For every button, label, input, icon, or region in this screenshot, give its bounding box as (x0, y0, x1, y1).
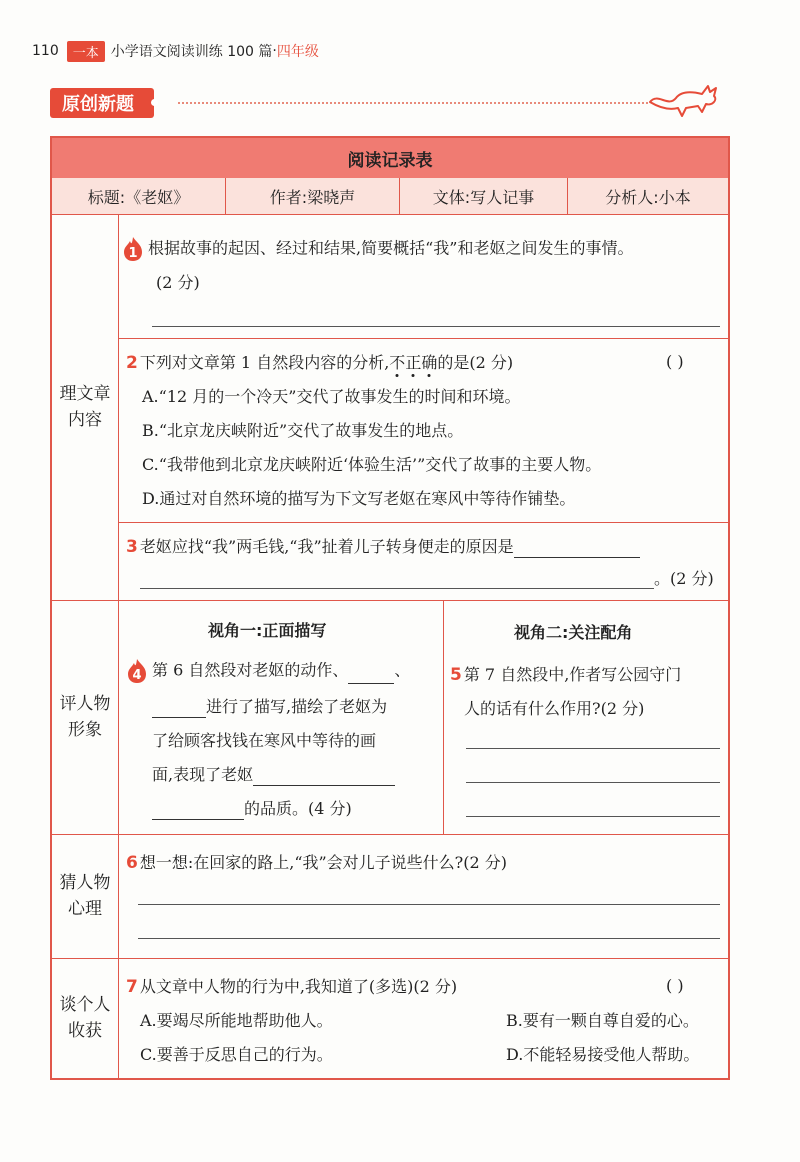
option-d[interactable]: D.不能轻易接受他人帮助。 (506, 1045, 700, 1064)
answer-line[interactable] (466, 748, 720, 749)
running-cat-icon (646, 78, 722, 118)
question-4-line-5 (152, 798, 352, 820)
answer-bracket[interactable]: ( ) (666, 976, 684, 995)
question-text: 第 7 自然段中,作者写公园守门 (463, 665, 682, 684)
meta-author: 作者:梁晓声 (226, 178, 400, 214)
option-c[interactable]: C.“我带他到北京龙庆峡附近‘体验生活’”交代了故事的主要人物。 (142, 455, 602, 474)
answer-line[interactable] (466, 782, 720, 783)
option-a[interactable]: A.“12 月的一个冷天”交代了故事发生的时间和环境。 (142, 387, 521, 406)
question-text: 的品质。(4 分) (244, 799, 352, 818)
question-text: 想一想:在回家的路上,“我”会对儿子说些什么?(2 分) (139, 853, 508, 872)
meta-genre: 文体:写人记事 (400, 178, 568, 214)
emphasis-char: 正 (405, 353, 422, 372)
question-text: 面,表现了老妪 (152, 765, 254, 784)
label-column-divider (118, 214, 119, 1078)
question-number: 5 (450, 665, 462, 685)
banner-label: 原创新题 (62, 94, 134, 115)
meta-analyst: 分析人:小本 (605, 187, 691, 207)
question-5 (450, 664, 681, 686)
question-1 (122, 236, 633, 262)
answer-line[interactable] (138, 938, 720, 939)
answer-blank[interactable] (253, 767, 395, 786)
section-label-psychology (52, 834, 118, 958)
dotted-divider (178, 102, 648, 104)
question-4 (126, 658, 410, 684)
option-b[interactable]: B.“北京龙庆峡附近”交代了故事发生的地点。 (142, 421, 464, 440)
question-6 (126, 852, 507, 874)
section-label-content (52, 214, 118, 600)
emphasis-char: 确 (421, 353, 438, 372)
question-1-score: (2 分) (156, 273, 200, 292)
section-label-line: 谈个人 (59, 995, 111, 1015)
table-title: 阅读记录表 (52, 138, 728, 179)
meta-row (52, 178, 728, 215)
question-4-line-3: 了给顾客找钱在寒风中等待的画 (152, 731, 377, 750)
section-label-line: 理文章 (59, 384, 111, 404)
section-divider (52, 600, 728, 601)
question-text: 第 6 自然段对老妪的动作、 (152, 660, 349, 680)
question-divider (118, 338, 728, 339)
question-text: 老妪应找“我”两毛钱,“我”扯着儿子转身便走的原因是 (139, 537, 514, 556)
option-c[interactable]: C.要善于反思自己的行为。 (140, 1045, 333, 1064)
section-label-line: 内容 (68, 410, 102, 430)
option-d[interactable]: D.通过对自然环境的描写为下文写老妪在寒风中等待作铺垫。 (142, 489, 576, 508)
section-label-line: 收获 (68, 1021, 102, 1041)
section-label-line: 评人物 (59, 694, 111, 714)
question-text: 从文章中人物的行为中,我知道了(多选)(2 分) (139, 977, 458, 996)
answer-blank[interactable] (152, 801, 244, 820)
answer-line[interactable] (138, 904, 720, 905)
view-1-heading: 视角一:正面描写 (208, 621, 327, 640)
question-2 (126, 352, 513, 374)
answer-line[interactable] (140, 588, 654, 589)
answer-line[interactable] (152, 326, 720, 327)
section-label-line: 猜人物 (59, 873, 111, 893)
page-header (32, 40, 319, 62)
section-label-line: 心理 (68, 899, 102, 919)
header-separator: · (272, 43, 277, 59)
answer-blank[interactable] (514, 539, 640, 558)
emphasis-char: 不 (389, 353, 406, 372)
question-text: 的是(2 分) (437, 353, 514, 372)
question-3 (126, 536, 640, 558)
question-number: 1 (128, 246, 138, 261)
question-number: 2 (126, 353, 138, 373)
answer-line[interactable] (466, 816, 720, 817)
question-4-line-2 (152, 696, 387, 718)
page-number: 110 (32, 43, 59, 59)
section-label-line: 形象 (68, 720, 102, 740)
answer-blank[interactable] (348, 665, 394, 684)
question-number: 3 (126, 537, 138, 557)
option-b[interactable]: B.要有一颗自尊自爱的心。 (506, 1011, 699, 1030)
meta-title: 标题:《老妪》 (52, 178, 226, 214)
brand-badge: 一本 (67, 41, 105, 62)
reading-record-table (50, 136, 730, 1080)
fire-number-icon (126, 658, 148, 684)
view-column-divider (443, 600, 444, 834)
question-text: 、 (394, 660, 411, 680)
option-a[interactable]: A.要竭尽所能地帮助他人。 (140, 1011, 333, 1030)
question-text: 根据故事的起因、经过和结果,简要概括“我”和老妪之间发生的事情。 (148, 238, 634, 258)
series-title: 小学语文阅读训练 100 篇 (110, 44, 273, 60)
question-3-score: 。(2 分) (654, 569, 714, 588)
question-text: 下列对文章第 1 自然段内容的分析, (139, 353, 390, 372)
question-number: 6 (126, 853, 138, 873)
section-label-character (52, 600, 118, 834)
question-number: 4 (132, 668, 142, 683)
question-text: 进行了描写,描绘了老妪为 (206, 697, 388, 716)
answer-bracket[interactable]: ( ) (666, 352, 684, 371)
section-divider (52, 834, 728, 835)
grade-label: 四年级 (276, 44, 319, 60)
view-2-heading: 视角二:关注配角 (514, 623, 633, 642)
original-new-questions-banner (50, 88, 154, 118)
fire-number-icon (122, 236, 144, 262)
section-label-takeaway (52, 958, 118, 1078)
question-7 (126, 976, 457, 998)
answer-blank[interactable] (152, 699, 206, 718)
section-divider (52, 958, 728, 959)
question-5-line-2: 人的话有什么作用?(2 分) (464, 699, 645, 718)
question-4-line-4 (152, 764, 395, 786)
question-number: 7 (126, 977, 138, 997)
question-divider (118, 522, 728, 523)
